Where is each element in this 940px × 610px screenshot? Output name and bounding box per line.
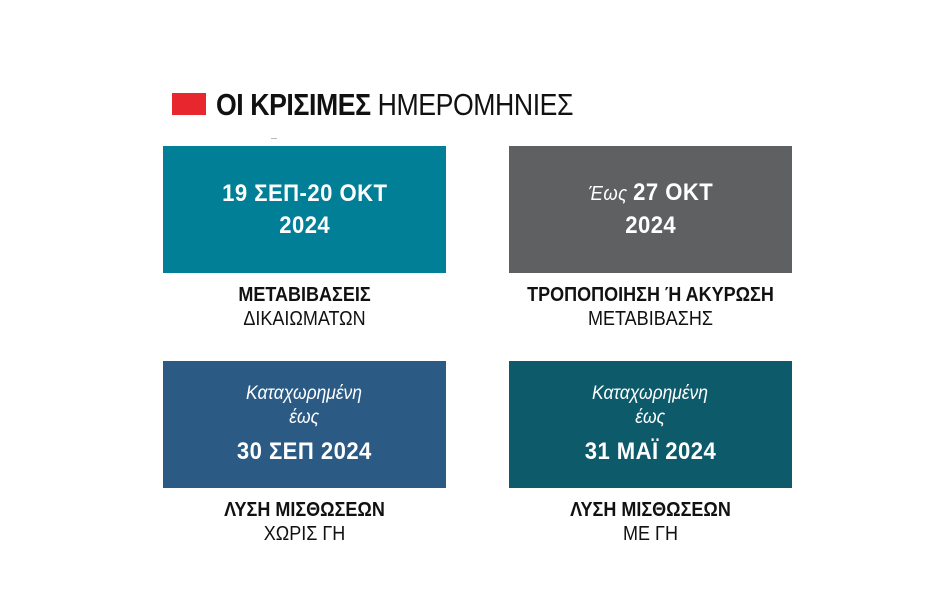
divider-tick <box>271 138 277 139</box>
italic-line-1: Καταχωρημένη <box>592 382 709 404</box>
date-line-2: 2024 <box>625 212 676 239</box>
caption-bold: ΛΥΣΗ ΜΙΣΘΩΣΕΩΝ <box>224 499 385 521</box>
caption-normal: ΜΕΤΑΒΙΒΑΣΗΣ <box>588 308 713 330</box>
italic-line-2: έως <box>635 406 666 428</box>
italic-line-1: Καταχωρημένη <box>246 382 363 404</box>
date-value: 27 ΟΚΤ <box>632 179 713 206</box>
date-box <box>509 146 792 273</box>
date-value: 30 ΣΕΠ 2024 <box>237 437 372 465</box>
card-caption <box>509 498 792 546</box>
caption-bold: ΜΕΤΑΒΙΒΑΣΕΙΣ <box>238 284 371 306</box>
red-square-icon <box>172 93 206 115</box>
date-card-transfers <box>163 146 446 331</box>
title-bold: ΟΙ ΚΡΙΣΙΜΕΣ <box>216 86 371 122</box>
caption-normal: ΧΩΡΙΣ ΓΗ <box>263 523 346 545</box>
date-card-lease-with-land <box>509 361 792 546</box>
date-box <box>509 361 792 488</box>
card-caption <box>163 283 446 331</box>
card-caption <box>509 283 792 331</box>
date-box <box>163 361 446 488</box>
caption-bold: ΛΥΣΗ ΜΙΣΘΩΣΕΩΝ <box>570 499 731 521</box>
date-card-modification <box>509 146 792 331</box>
caption-normal: ΜΕ ΓΗ <box>623 523 678 545</box>
page-title <box>172 84 631 124</box>
date-box <box>163 146 446 273</box>
title-light: ΗΜΕΡΟΜΗΝΙΕΣ <box>377 86 574 122</box>
date-card-lease-no-land <box>163 361 446 546</box>
date-line-2: 2024 <box>279 211 330 239</box>
caption-normal: ΔΙΚΑΙΩΜΑΤΩΝ <box>243 308 366 330</box>
italic-line-2: έως <box>289 406 320 428</box>
date-value: 31 ΜΑΪ 2024 <box>584 437 717 465</box>
title-text <box>216 86 574 122</box>
date-prefix: Έως <box>588 183 628 205</box>
date-line-1: 19 ΣΕΠ-20 ΟΚΤ <box>221 179 388 207</box>
caption-bold: ΤΡΟΠΟΠΟΙΗΣΗ Ή ΑΚΥΡΩΣΗ <box>527 284 774 306</box>
date-line-1 <box>588 177 713 210</box>
card-caption <box>163 498 446 546</box>
